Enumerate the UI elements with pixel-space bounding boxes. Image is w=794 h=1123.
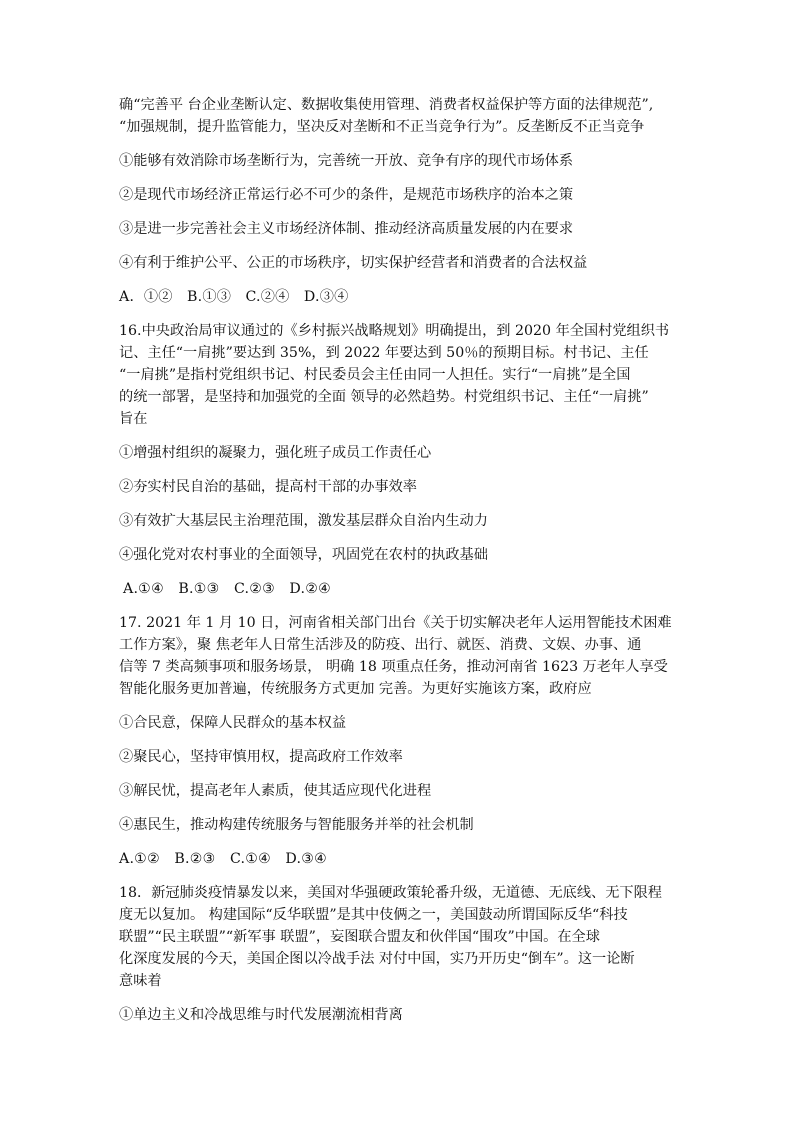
question-18: [119, 882, 691, 1026]
q16-stem-line-2: 记、主任“一肩挑”要达到 35%，到 2022 年要达到 50％的预期目标。村书记、主任: [119, 345, 649, 361]
q18-stem-line-2: 度无以复加。 构建国际“反华联盟”是其中伎俩之一，美国鼓动所谓国际反华“科技: [119, 907, 628, 923]
q17-stem-line-4: 智能化服务更加普遍，传统服务方式更加 完善。为更好实施该方案，政府应: [119, 681, 592, 697]
question-15: [119, 94, 691, 308]
q16-answer-choices: A.①④ B.①③ C.②③ D.②④: [123, 581, 332, 597]
q16-option-3: ③有效扩大基层民主治理范围，激发基层群众自治内生动力: [119, 513, 488, 529]
q16-stem-line-4: 的统一部署，是坚持和加强党的全面 领导的必然趋势。村党组织书记、主任“一肩挑”: [119, 389, 649, 405]
question-17: [119, 612, 691, 870]
q17-stem-line-3: 信等 7 类高频事项和服务场景， 明确 18 项重点任务，推动河南省 1623 万老年人享受: [119, 659, 668, 675]
q17-option-2: ②聚民心，坚持审慎用权，提高政府工作效率: [119, 749, 403, 765]
q17-option-3: ③解民忧，提高老年人素质，使其适应现代化进程: [119, 783, 432, 799]
question-16: [119, 320, 691, 600]
q16-stem-line-3: “一肩挑”是指村党组织书记、村民委员会主任由同一人担任。实行“一肩挑”是全国: [119, 367, 631, 383]
q16-stem-line-5: 旨在: [119, 411, 148, 427]
q18-option-1: ①单边主义和冷战思维与时代发展潮流相背离: [119, 1007, 403, 1023]
q17-answer-choices: A.①② B.②③ C.①④ D.③④: [119, 851, 328, 867]
q15-option-3: ③是进一步完善社会主义市场经济体制、推动经济高质量发展的内在要求: [119, 221, 574, 237]
q16-option-1: ①增强村组织的凝聚力，强化班子成员工作责任心: [119, 445, 432, 461]
q18-stem-line-4: 化深度发展的今天，美国企图以冷战手法 对付中国，实乃开历史“倒车”。这一论断: [119, 951, 635, 967]
q15-option-2: ②是现代市场经济正常运行必不可少的条件，是规范市场秩序的治本之策: [119, 187, 574, 203]
q17-option-1: ①合民意，保障人民群众的基本权益: [119, 715, 347, 731]
q17-option-4: ④惠民生，推动构建传统服务与智能服务并举的社会机制: [119, 817, 474, 833]
q15-option-4: ④有利于维护公平、公正的市场秩序，切实保护经营者和消费者的合法权益: [119, 255, 588, 271]
q17-stem-line-1: 17. 2021 年 1 月 10 日，河南省相关部门出台《关于切实解决老年人运用智能技术困难: [119, 615, 672, 631]
exam-page: [119, 94, 691, 1026]
q18-stem-line-3: 联盟”“民主联盟”“新军事 联盟”，妄图联合盟友和伙伴国“围攻”中国。在全球: [119, 929, 600, 945]
q16-option-2: ②夯实村民自治的基础，提高村干部的办事效率: [119, 479, 417, 495]
q18-stem-line-5: 意味着: [119, 973, 162, 989]
q16-stem-line-1: 16.中央政治局审议通过的《乡村振兴战略规划》明确提出，到 2020 年全国村党组织书: [119, 323, 670, 339]
q17-stem-line-2: 工作方案》，聚 焦老年人日常生活涉及的防疫、出行、就医、消费、文娱、办事、通: [119, 637, 642, 653]
q15-answer-choices: A．①② B.①③ C.②④ D.③④: [119, 289, 349, 305]
q15-option-1: ①能够有效消除市场垄断行为，完善统一开放、竞争有序的现代市场体系: [119, 153, 574, 169]
q18-stem-line-1: 18．新冠肺炎疫情暴发以来，美国对华强硬政策轮番升级，无道德、无底线、无下限程: [119, 885, 662, 901]
q16-option-4: ④强化党对农村事业的全面领导，巩固党在农村的执政基础: [119, 547, 488, 563]
q15-stem-line-2: “加强规制，提升监管能力，坚决反对垄断和不正当竞争行为”。反垄断反不正当竞争: [119, 119, 645, 135]
q15-stem-line-1: 确“完善平 台企业垄断认定、数据收集使用管理、消费者权益保护等方面的法律规范”,: [119, 97, 654, 113]
